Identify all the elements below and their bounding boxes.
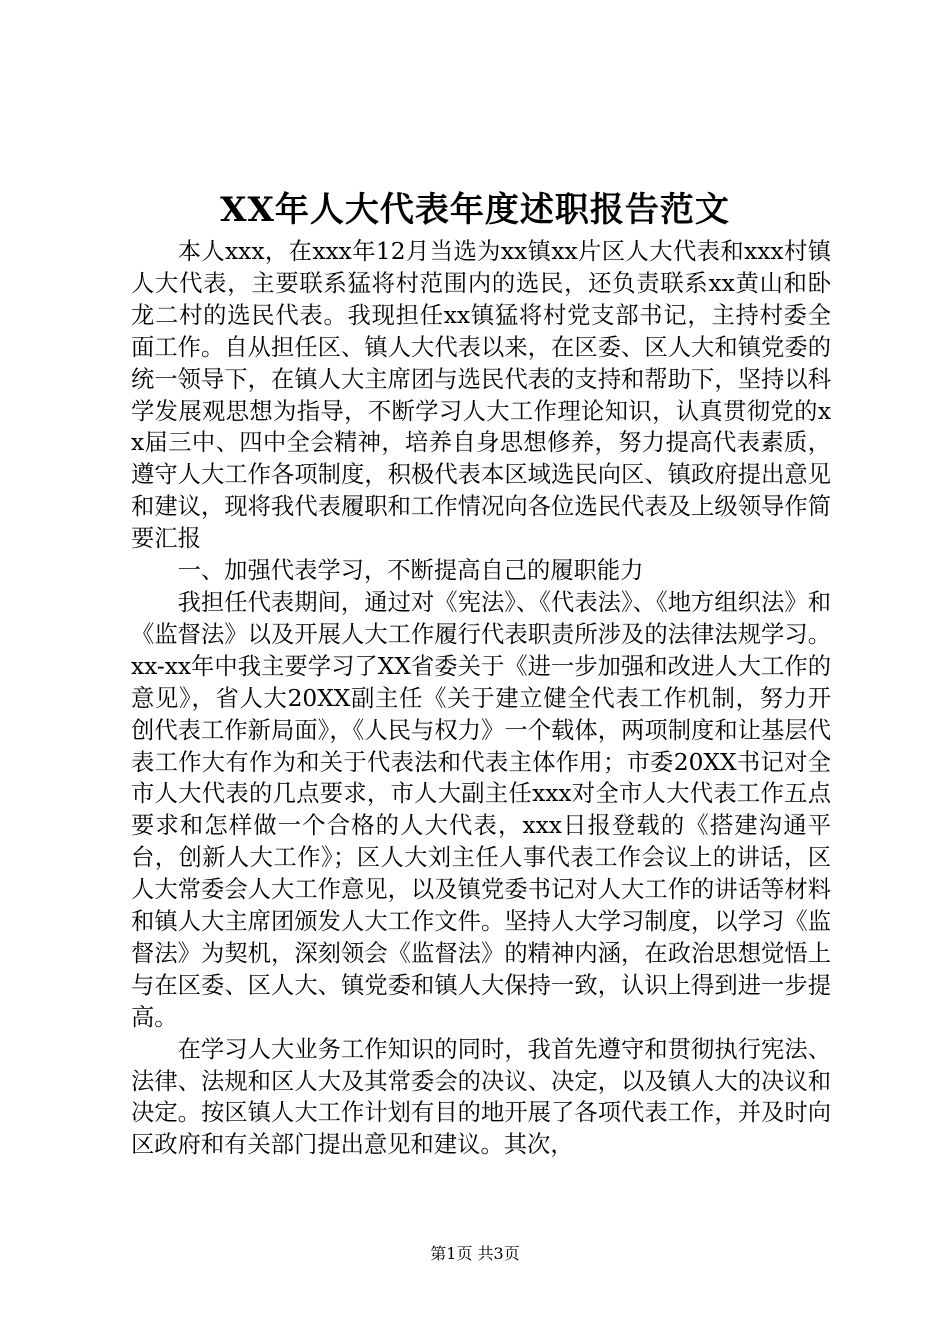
document-title: XX年人大代表年度述职报告范文 — [220, 190, 730, 230]
paragraph-intro: 本人xxx，在xxx年12月当选为xx镇xx片区人大代表和xxx村镇人大代表，主要联系猛将村范围内的选民，还负责联系xx黄山和卧龙二村的选民代表。我现担任xx镇猛将村党支部书记，主持村委全面工作。自从担任区、镇人大代表以来，在区委、区人大和镇党委的统一领导下，在镇人大主席团与选民代表的支持和帮助下，坚持以科学发展观思想为指导，不断学习人大工作理论知识，认真贯彻党的xx届三中、四中全会精神，培养自身思想修养，努力提高代表素质，遵守人大工作各项制度，积极代表本区域选民向区、镇政府提出意见和建议，现将我代表履职和工作情况向各位选民代表及上级领导作简要汇报 — [131, 238, 831, 553]
paragraph-study: 我担任代表期间，通过对《宪法》、《代表法》、《地方组织法》和《监督法》以及开展人大工作履行代表职责所涉及的法律法规学习。xx-xx年中我主要学习了XX省委关于《进一步加强和改进人大工作的意见》，省人大20XX副主任《关于建立健全代表工作机制，努力开创代表工作新局面》，《人民与权力》一个载体，两项制度和让基层代表工作大有作为和关于代表法和代表主体作用；市委20XX书记对全市人大代表的几点要求，市人大副主任xxx对全市人大代表工作五点要求和怎样做一个合格的人大代表，xxx日报登载的《搭建沟通平台，创新人大工作》；区人大刘主任人事代表工作会议上的讲话，区人大常委会人大工作意见，以及镇党委书记对人大工作的讲话等材料和镇人大主席团颁发人大工作文件。坚持人大学习制度，以学习《监督法》为契机，深刻领会《监督法》的精神内涵，在政治思想觉悟上与在区委、区人大、镇党委和镇人大保持一致，认识上得到进一步提高。 — [131, 588, 831, 1031]
page-footer: 第1页 共3页 — [430, 1244, 520, 1263]
section-heading: 一、加强代表学习，不断提高自己的履职能力 — [177, 557, 644, 585]
paragraph-work: 在学习人大业务工作知识的同时，我首先遵守和贯彻执行宪法、法律、法规和区人大及其常委会的决议、决定，以及镇人大的决议和决定。按区镇人大工作计划有目的地开展了各项代表工作，并及时向区政府和有关部门提出意见和建议。其次， — [131, 1035, 831, 1159]
document-body — [131, 236, 831, 1161]
